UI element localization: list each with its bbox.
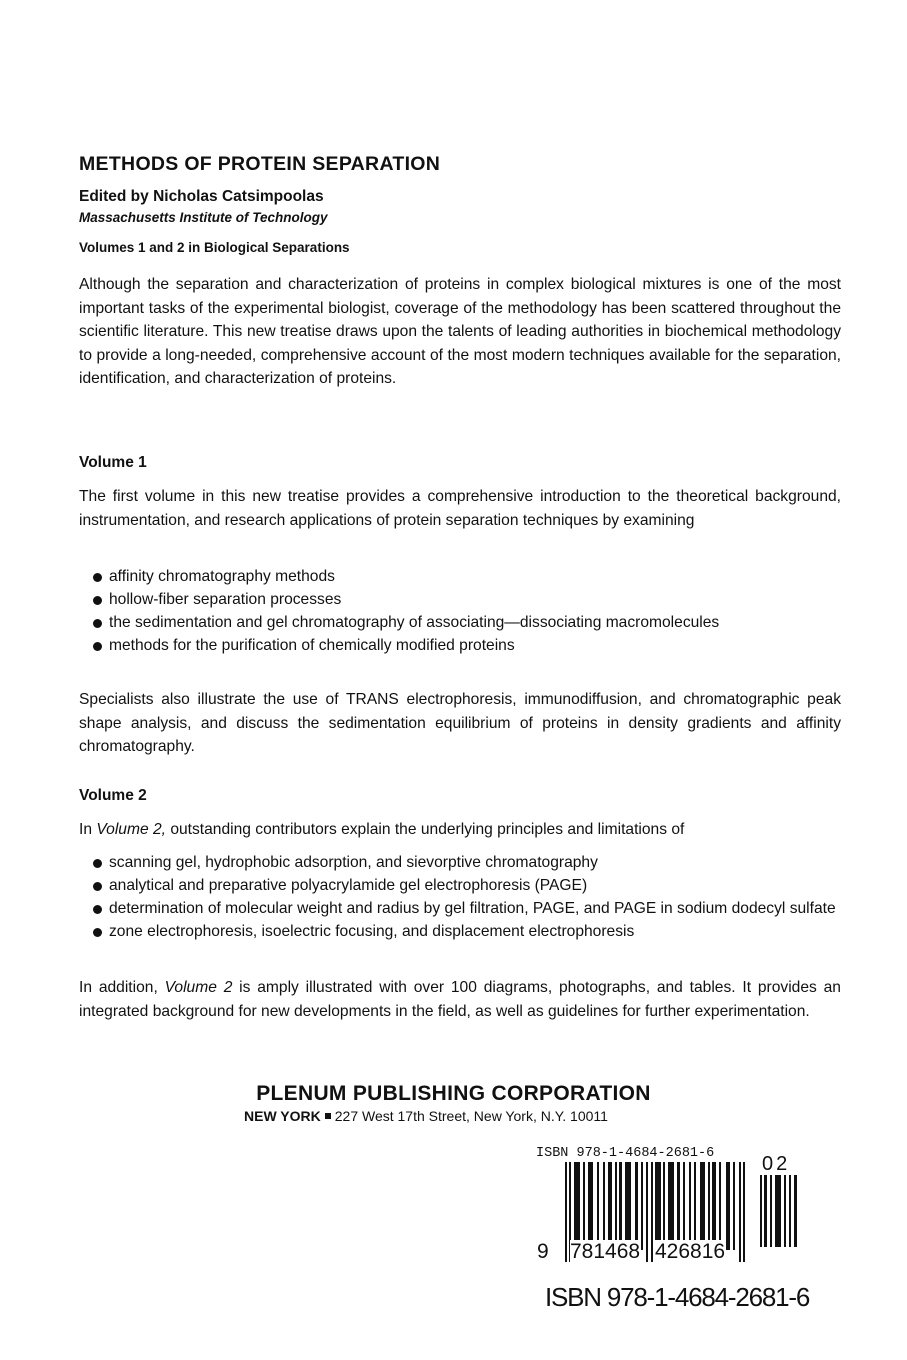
volume2-heading: Volume 2 (79, 787, 147, 804)
list-item: scanning gel, hydrophobic adsorption, and sievorptive chromatography (91, 851, 841, 874)
square-bullet-icon (325, 1113, 331, 1119)
bullet-icon (93, 642, 102, 651)
volume1-closing: Specialists also illustrate the use of TRANS electrophoresis, immunodiffusion, and chromatographic peak shape analysis, and discuss the sedimentation equilibrium of proteins in density gradients and affinity chromatography. (79, 691, 841, 755)
isbn-label-large: ISBN 978-1-4684-2681-6 (545, 1282, 810, 1312)
barcode-right-digits: 426816 (655, 1240, 726, 1263)
intro-paragraph: Although the separation and characterization of proteins in complex biological mixtures is one of the most important tasks of the experimental biologist, coverage of the methodology has been scattered throughout the scientific literature. This new treatise draws upon the talents of leading authorities in biochemical methodology to provide a long-needed, comprehensive account of the most modern techniques available for the separation, identification, and characterization of proteins. (79, 276, 841, 387)
list-item: affinity chromatography methods (91, 565, 841, 588)
bullet-icon (93, 596, 102, 605)
barcode-first-digit: 9 (537, 1240, 549, 1263)
bullet-icon (93, 619, 102, 628)
list-item: methods for the purification of chemically modified proteins (91, 634, 841, 657)
volume2-list (79, 851, 841, 943)
barcode-left-digits: 781468 (570, 1240, 641, 1263)
list-item: hollow-fiber separation processes (91, 588, 841, 611)
bullet-icon (93, 928, 102, 937)
bullet-icon (93, 573, 102, 582)
list-item: the sedimentation and gel chromatography of associating—dissociating macromolecules (91, 611, 841, 634)
bullet-icon (93, 859, 102, 868)
editor-affiliation: Massachusetts Institute of Technology (79, 210, 328, 225)
isbn-label-small: ISBN 978-1-4684-2681-6 (536, 1146, 715, 1161)
volume1-heading: Volume 1 (79, 454, 147, 471)
volume1-lead: The first volume in this new treatise provides a comprehensive introduction to the theoretical background, instrumentation, and research applications of protein separation techniques by examining (79, 488, 841, 529)
volume2-lead: In Volume 2, outstanding contributors explain the underlying principles and limitations of (79, 821, 685, 838)
volume2-closing: In addition, Volume 2 is amply illustrated with over 100 diagrams, photographs, and tables. It provides an integrated background for new developments in the field, as well as guidelines for further experimentation. (79, 979, 841, 1020)
series-line: Volumes 1 and 2 in Biological Separations (79, 240, 350, 255)
book-title: METHODS OF PROTEIN SEPARATION (79, 153, 441, 175)
list-item: determination of molecular weight and radius by gel filtration, PAGE, and PAGE in sodium dodecyl sulfate (91, 897, 841, 920)
volume1-list (79, 565, 841, 657)
list-item: zone electrophoresis, isoelectric focusing, and displacement electrophoresis (91, 920, 841, 943)
publisher-address: NEW YORK 227 West 17th Street, New York, N.Y. 10011 (244, 1108, 608, 1124)
editor-line: Edited by Nicholas Catsimpoolas (79, 188, 324, 205)
publisher-name: PLENUM PUBLISHING CORPORATION (256, 1082, 651, 1105)
bullet-icon (93, 905, 102, 914)
barcode-addon-digits: 02 (762, 1153, 791, 1175)
bullet-icon (93, 882, 102, 891)
list-item: analytical and preparative polyacrylamide gel electrophoresis (PAGE) (91, 874, 841, 897)
barcode-addon (760, 1175, 798, 1247)
